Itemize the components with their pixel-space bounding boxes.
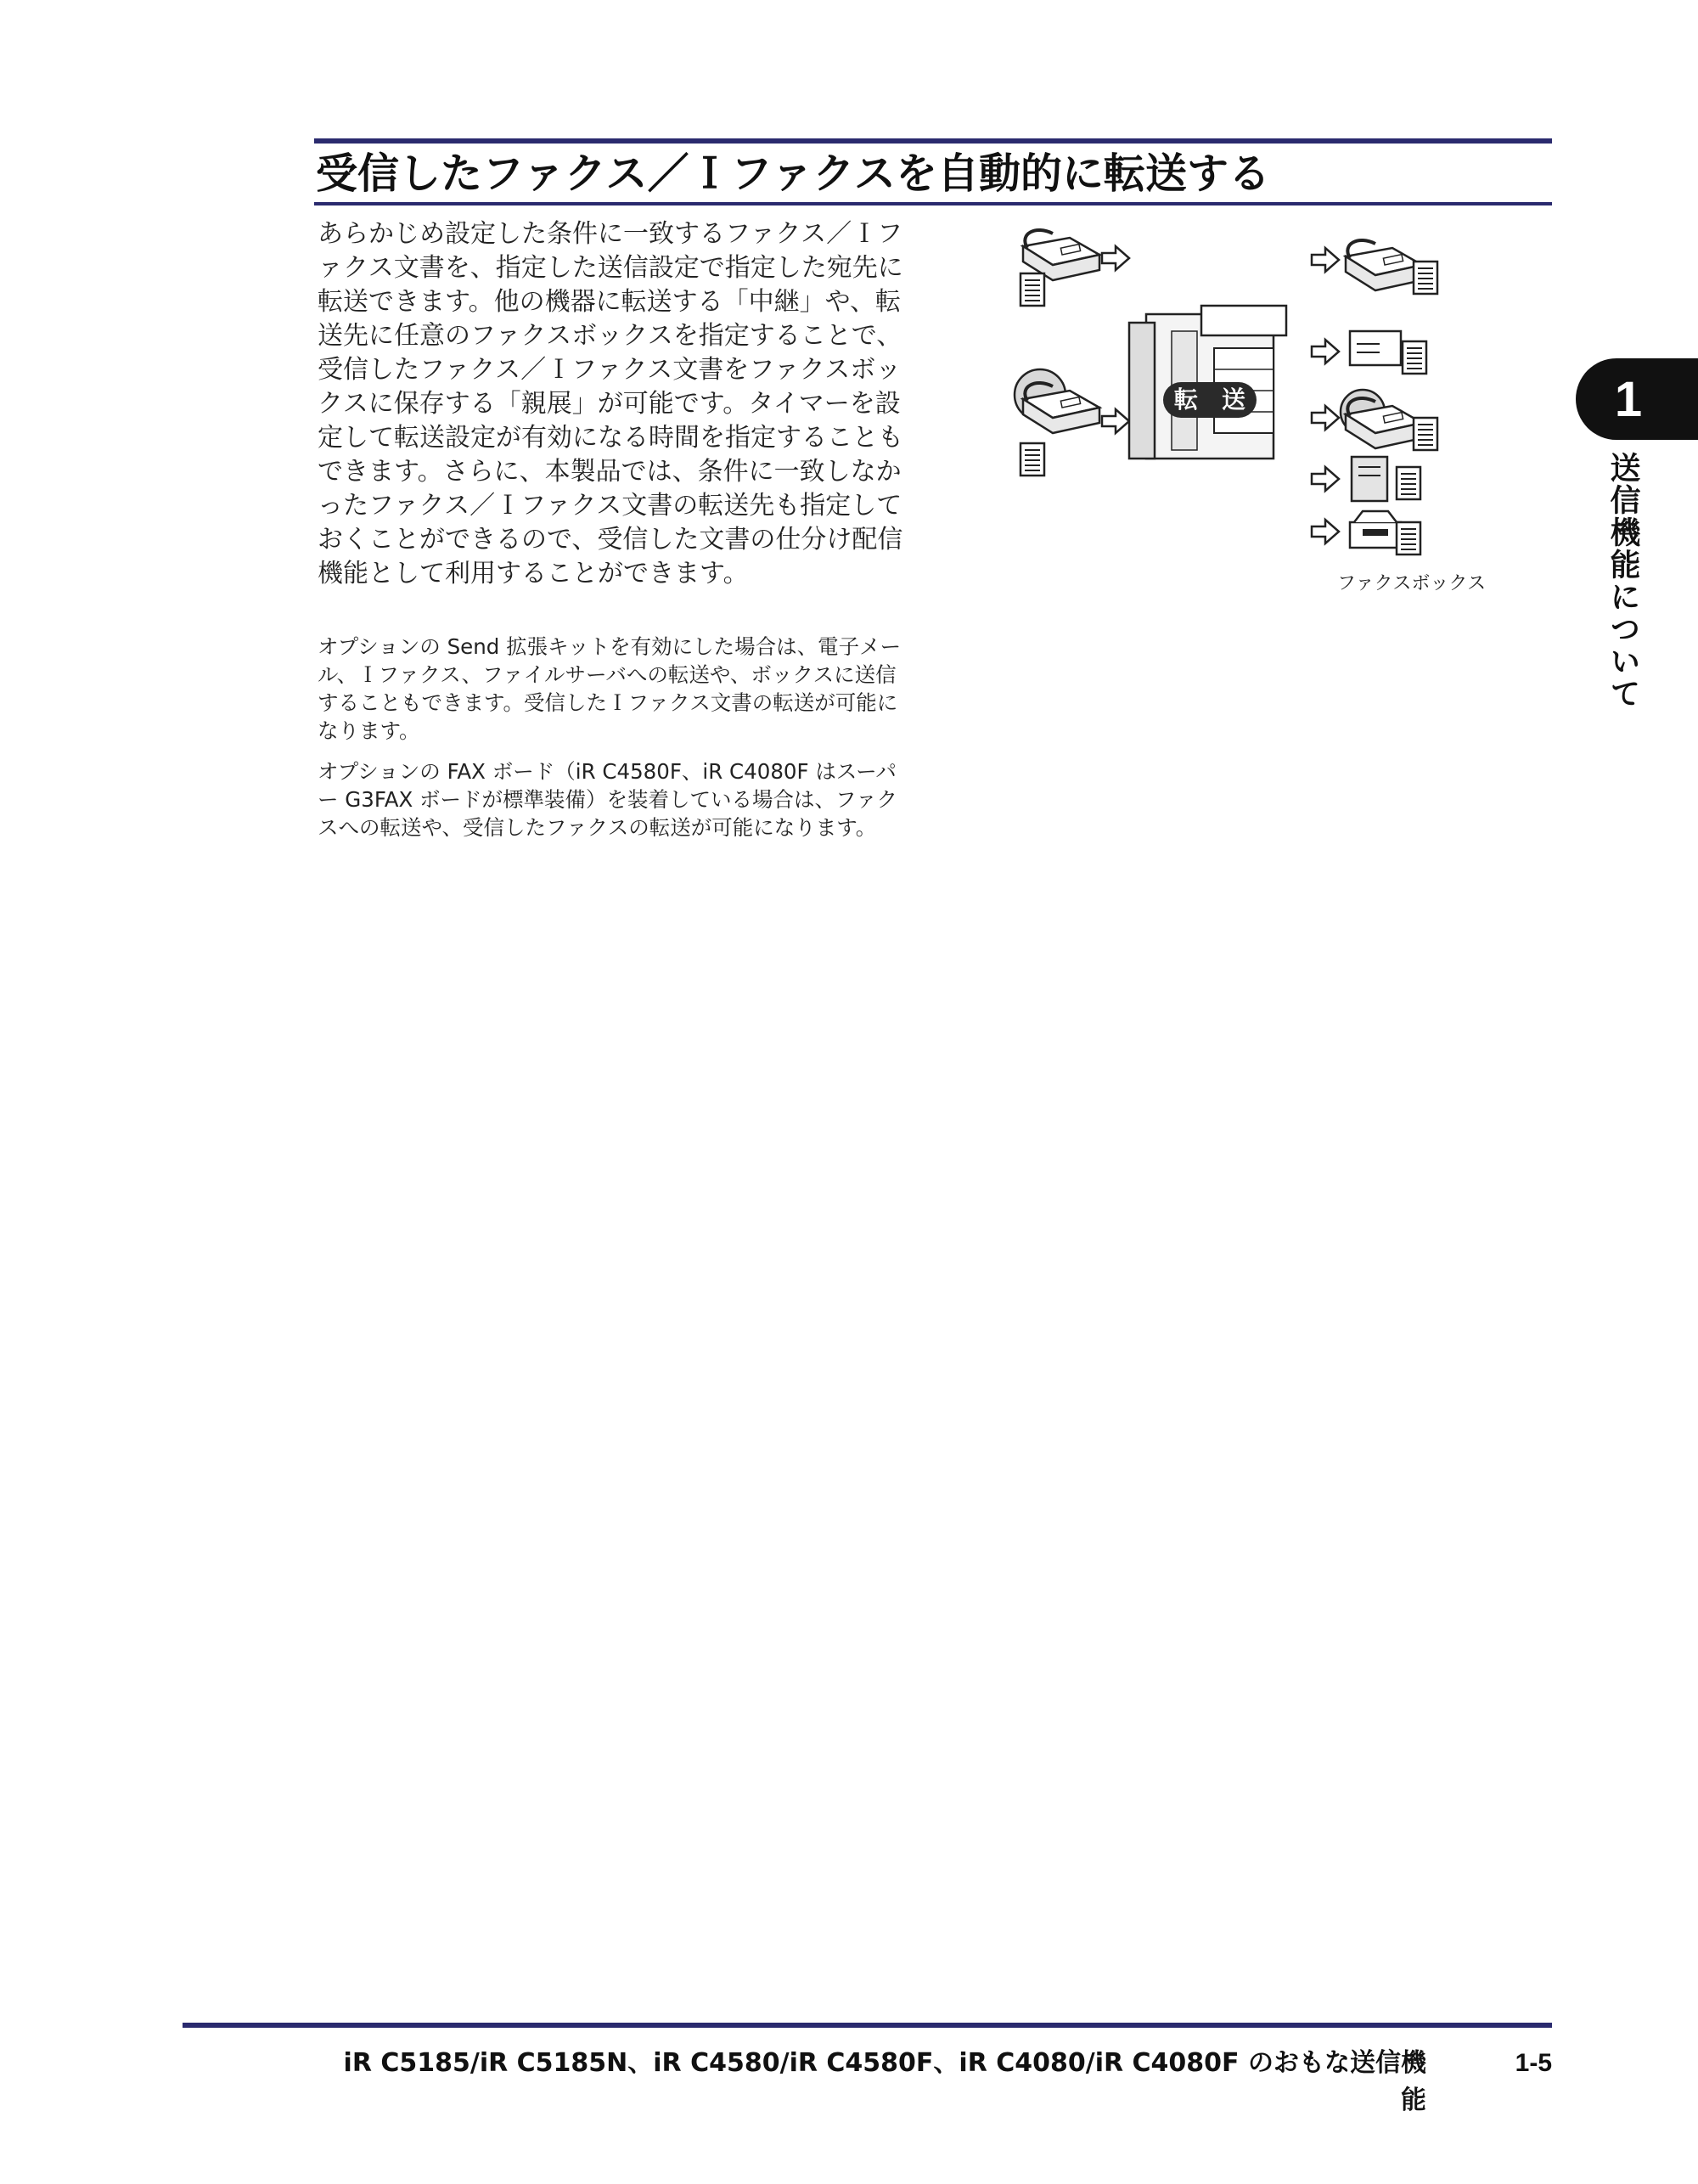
chapter-title: 送信機能について xyxy=(1605,452,1640,710)
output-arrow-icon xyxy=(1312,520,1339,543)
chapter-number: 1 xyxy=(1614,371,1643,427)
output-document-icon xyxy=(1403,341,1426,374)
page-number: 1-5 xyxy=(1515,2049,1552,2077)
incoming-document-icon xyxy=(1020,443,1044,476)
note-fax-board xyxy=(318,757,912,842)
output-document-icon xyxy=(1397,522,1420,554)
section-title: 受信したファクス／Ｉファクスを自動的に転送する xyxy=(316,149,1271,198)
output-fax-icon xyxy=(1346,240,1422,290)
figure-caption: ファクスボックス xyxy=(1337,573,1487,594)
note-send-kit-text: オプションの Send 拡張キットを有効にした場合は、電子メール、Ｉファクス、ファイルサーバへの転送や、ボックスに送信することもできます。受信したＩファクス文書の転送が可能になります。 xyxy=(318,634,902,743)
footer-title: iR C5185/iR C5185N、iR C4580/iR C4580F、iR C4080/iR C4080F のおもな送信機能 xyxy=(343,2048,1426,2115)
title-bottom-rule xyxy=(314,202,1552,205)
forwarding-diagram xyxy=(1002,221,1494,603)
output-arrow-icon xyxy=(1312,467,1339,491)
output-arrow-icon xyxy=(1312,248,1339,272)
email-icon xyxy=(1350,331,1401,365)
body-paragraph xyxy=(318,217,903,591)
fax-box-icon xyxy=(1350,511,1401,548)
title-top-rule xyxy=(314,138,1552,144)
incoming-document-icon xyxy=(1020,273,1044,306)
body-paragraph-text: あらかじめ設定した条件に一致するファクス／Ｉファクス文書を、指定した送信設定で指定した宛先に転送できます。他の機器に転送する「中継」や、転送先に任意のファクスボックスを指定することで、受信したファクス／Ｉファクス文書をファクスボックスに保存する「親展」が可能です。タイマーを設定して転送設定が有効になる時間を指定することもできます。さらに、本製品では、条件に一致しなかったファクス／Ｉファクス文書の転送先も指定しておくことができるので、受信した文書の仕分け配信機能として利用することができます。 xyxy=(318,219,903,588)
file-server-icon xyxy=(1352,457,1387,501)
note-fax-board-text: オプションの FAX ボード（iR C4580F、iR C4080F はスーパー G3FAX ボードが標準装備）を装着している場合は、ファクスへの転送や、受信したファクスの転送が可能になります。 xyxy=(318,759,898,840)
output-arrow-icon xyxy=(1312,340,1339,363)
incoming-arrow-icon xyxy=(1102,246,1129,270)
footer-rule xyxy=(183,2023,1552,2028)
chapter-number-tab xyxy=(1576,358,1698,440)
incoming-arrow-icon xyxy=(1102,409,1129,433)
output-document-icon xyxy=(1414,418,1437,450)
output-document-icon xyxy=(1414,262,1437,294)
output-arrow-icon xyxy=(1312,406,1339,430)
note-send-kit xyxy=(318,633,912,745)
output-document-icon xyxy=(1397,467,1420,499)
forward-label: 転 送 xyxy=(1173,386,1246,414)
